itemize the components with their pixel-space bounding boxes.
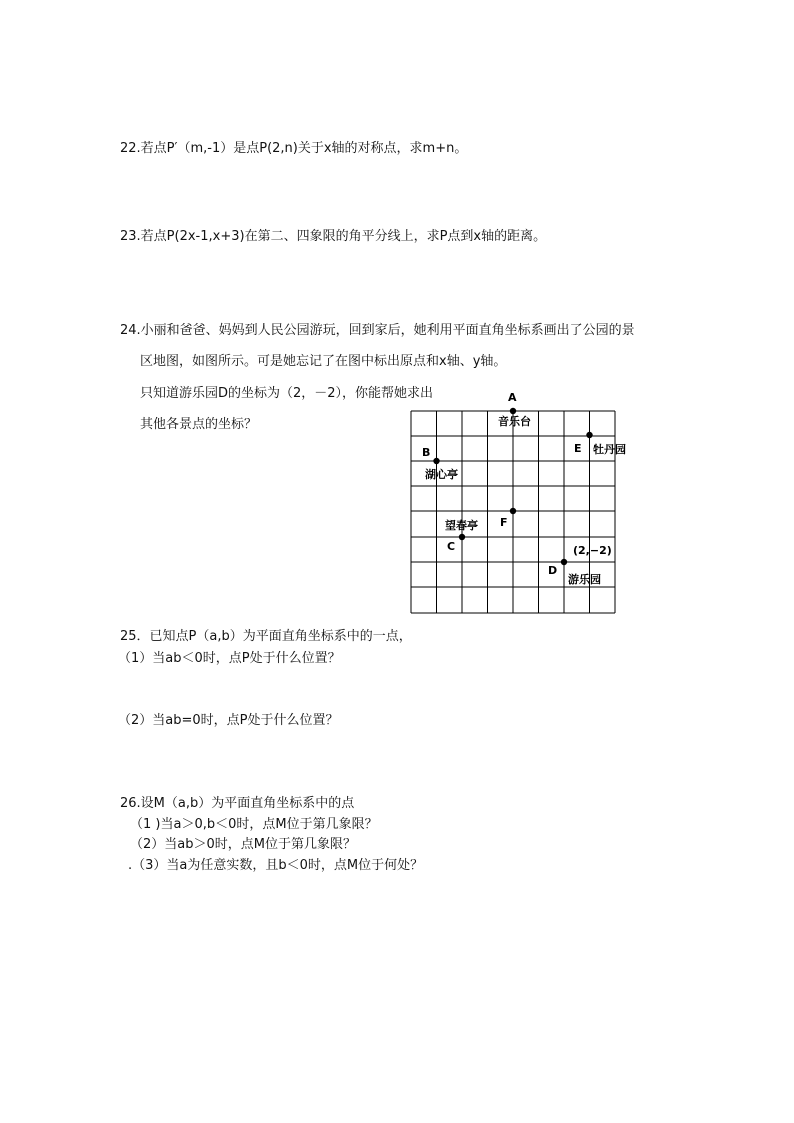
question-26-part-2: （2）当ab＞0时，点M位于第几象限？ [130, 837, 356, 852]
point-b-name: 湖心亭 [425, 468, 458, 481]
point-c-name: 望春亭 [445, 519, 478, 532]
point-f-letter: F [500, 516, 508, 529]
question-24-line-1: 24.小丽和爸爸、妈妈到人民公园游玩，回到家后，她利用平面直角坐标系画出了公园的景 [120, 323, 635, 338]
question-26-title: 26.设M（a,b）为平面直角坐标系中的点 [120, 796, 355, 811]
question-26-part-3: .（3）当a为任意实数，且b＜0时，点M位于何处？ [128, 858, 424, 873]
question-25-title: 25．已知点P（a,b）为平面直角坐标系中的一点， [120, 629, 412, 644]
point-b-marker [433, 458, 439, 464]
question-25-part-1: （1）当ab＜0时，点P处于什么位置？ [118, 651, 341, 666]
point-c-letter: C [447, 540, 456, 553]
question-26-part-1: （1 )当a＞0,b＜0时，点M位于第几象限？ [130, 817, 378, 832]
point-d-coord: (2,−2) [573, 544, 612, 557]
point-a-name: 音乐台 [498, 415, 531, 428]
park-map-grid [405, 390, 625, 620]
question-24-line-4: 其他各景点的坐标？ [140, 417, 258, 432]
question-24-line-2: 区地图，如图所示。可是她忘记了在图中标出原点和x轴、y轴。 [140, 354, 507, 369]
point-a-letter: A [508, 391, 517, 404]
question-25-part-2: （2）当ab=0时，点P处于什么位置？ [118, 713, 339, 728]
point-e-name: 牡丹园 [593, 443, 626, 456]
point-d-letter: D [548, 564, 558, 577]
point-d-name: 游乐园 [568, 573, 601, 586]
question-24-line-3: 只知道游乐园D的坐标为（2，－2），你能帮她求出 [140, 386, 434, 401]
point-b-letter: B [422, 446, 431, 459]
point-e-letter: E [574, 442, 582, 455]
point-c-marker [459, 534, 465, 540]
point-f-marker [510, 508, 516, 514]
point-e-marker [586, 432, 592, 438]
question-23: 23.若点P(2x-1,x+3)在第二、四象限的角平分线上，求P点到x轴的距离。 [120, 229, 547, 244]
park-map [405, 390, 625, 620]
question-22: 22.若点P′（m,-1）是点P(2,n)关于x轴的对称点，求m+n。 [120, 141, 468, 156]
point-a-marker [510, 408, 516, 414]
point-d-marker [561, 559, 567, 565]
